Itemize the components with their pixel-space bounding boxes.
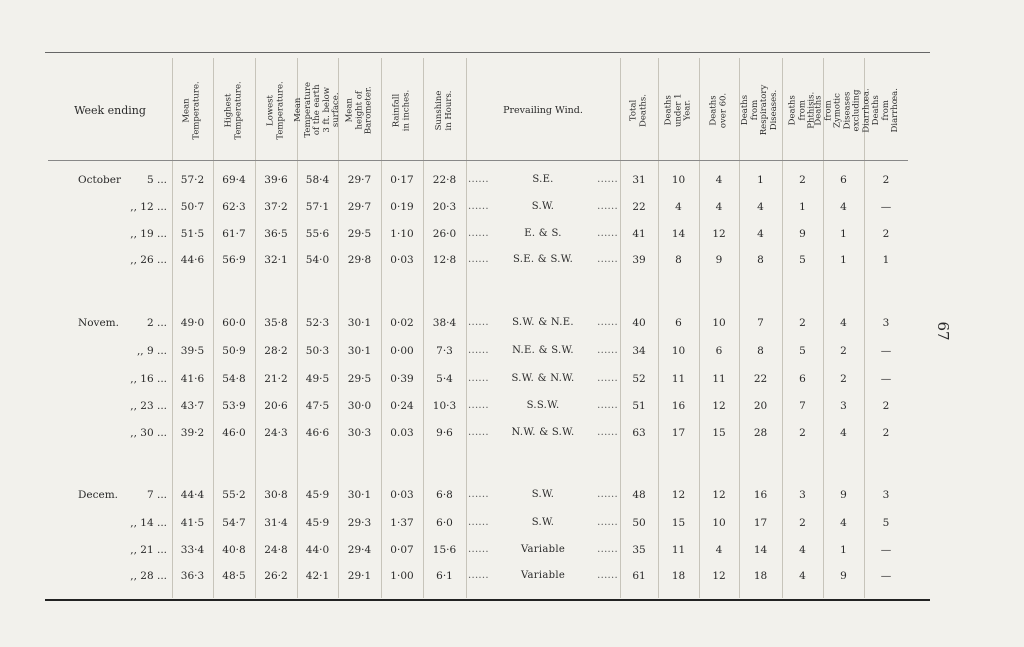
cell-low: 37·2 [264,201,288,213]
wind-text: S.W. & N.E. [512,317,574,328]
day-label: ,, 12 ... [130,201,167,213]
leader-dots: ...... [468,427,489,438]
wind-text: N.W. & S.W. [511,427,575,438]
cell-baro: 29·4 [347,544,372,556]
cell-rain: 0·24 [390,400,414,412]
leader-dots: ...... [468,544,489,555]
cell-low: 35·8 [264,317,288,329]
cell-u1: 17 [671,427,686,439]
cell-zym: 1 [840,228,847,240]
wind-text: S.E. [532,174,554,185]
day-label: 5 ... [146,174,167,186]
cell-high: 54·8 [222,373,246,385]
cell-diar: 5 [882,517,890,529]
header-diarrhoea-deaths: Deaths from Diarrhœa. [864,60,908,161]
cell-o60: 4 [715,201,723,213]
table-row [0,400,1024,420]
leader-dots: ...... [597,317,618,328]
cell-diar: — [880,544,892,556]
cell-u1: 12 [671,489,686,501]
cell-rain: 0·07 [390,544,414,556]
day-label: ,, 30 ... [130,427,167,439]
table-row [0,517,1024,537]
wind-text: S.W. [531,201,555,212]
cell-low: 26·2 [264,570,288,582]
cell-resp: 8 [757,254,764,266]
cell-resp: 7 [757,317,764,329]
header-phthisis-deaths: Deaths from Phthisis. [782,60,823,161]
cell-baro: 30·0 [347,400,372,412]
leader-dots: ...... [597,544,618,555]
cell-earth: 58·4 [305,174,330,186]
wind-text: S.S.W. [526,400,560,411]
cell-diar: — [880,201,892,213]
cell-resp: 14 [753,544,768,556]
cell-earth: 45·9 [305,489,330,501]
cell-earth: 42·1 [305,570,330,582]
wind-text: S.E. & S.W. [512,254,574,265]
cell-total: 39 [632,254,646,266]
leader-dots: ...... [597,201,618,212]
cell-phth: 4 [799,570,806,582]
cell-u1: 16 [671,400,686,412]
cell-u1: 18 [671,570,686,582]
leader-dots: ...... [468,400,489,411]
cell-resp: 4 [757,201,764,213]
leader-dots: ...... [468,373,489,384]
table-row [0,201,1024,221]
cell-rain: 0·17 [390,174,414,186]
cell-zym: 6 [840,174,847,186]
table-row [0,228,1024,248]
cell-rain: 0·00 [390,345,414,357]
table-row [0,317,1024,337]
table-row [0,544,1024,564]
header-deaths-over-60: Deaths over 60. [699,60,739,161]
leader-dots: ...... [597,517,618,528]
cell-o60: 6 [715,345,723,357]
cell-phth: 5 [799,345,806,357]
cell-mean: 39·2 [180,427,205,439]
cell-phth: 3 [799,489,806,501]
cell-total: 48 [632,489,646,501]
cell-o60: 12 [712,489,726,501]
cell-u1: 11 [671,544,686,556]
table-row [0,254,1024,274]
cell-o60: 12 [712,570,726,582]
cell-diar: — [880,373,892,385]
month-label: Novem. [78,317,119,329]
cell-baro: 29·8 [347,254,372,266]
cell-o60: 15 [712,427,726,439]
leader-dots: ...... [597,174,618,185]
cell-mean: 57·2 [180,174,205,186]
cell-earth: 47·5 [305,400,330,412]
cell-phth: 2 [799,174,806,186]
cell-o60: 10 [712,317,726,329]
cell-resp: 8 [757,345,764,357]
table-row [0,570,1024,590]
cell-rain: 1·37 [390,517,414,529]
cell-diar: 1 [882,254,890,266]
leader-dots: ...... [468,174,489,185]
cell-total: 50 [632,517,646,529]
cell-baro: 29·5 [347,228,372,240]
cell-high: 56·9 [222,254,246,266]
cell-low: 31·4 [264,517,288,529]
header-rainfall: Rainfall in inches. [381,60,423,161]
cell-low: 20·6 [264,400,288,412]
cell-phth: 1 [799,201,806,213]
leader-dots: ...... [597,254,618,265]
cell-earth: 45·9 [305,517,330,529]
cell-low: 24·3 [264,427,288,439]
month-label: October [78,174,121,186]
cell-o60: 10 [712,517,726,529]
cell-diar: 2 [882,174,890,186]
header-earth-temperature: Mean Temperature of the earth 3 ft. below surface. [297,60,338,161]
cell-baro: 29·7 [347,174,372,186]
cell-u1: 14 [671,228,686,240]
header-mean-temperature: Mean Temperature. [172,60,213,161]
cell-high: 54·7 [222,517,246,529]
cell-rain: 0·02 [390,317,414,329]
cell-earth: 46·6 [305,427,330,439]
cell-earth: 55·6 [305,228,330,240]
cell-o60: 12 [712,228,726,240]
leader-dots: ...... [468,201,489,212]
cell-diar: 2 [882,228,890,240]
cell-u1: 10 [671,174,686,186]
cell-sun: 15·6 [432,544,457,556]
wind-text: Variable [520,570,566,581]
bottom-rule [45,599,930,601]
cell-diar: 3 [882,489,890,501]
cell-high: 40·8 [222,544,246,556]
cell-sun: 12·8 [432,254,457,266]
cell-high: 46·0 [222,427,246,439]
cell-mean: 41·5 [180,517,205,529]
header-respiratory-deaths: Deaths from Respiratory Diseases. [739,60,782,161]
cell-u1: 11 [671,373,686,385]
cell-rain: 1·00 [390,570,414,582]
cell-o60: 4 [715,544,723,556]
cell-rain: 0·19 [390,201,414,213]
cell-u1: 10 [671,345,686,357]
header-total-deaths: Total Deaths. [620,60,658,161]
cell-mean: 33·4 [180,544,205,556]
cell-total: 61 [632,570,646,582]
table-row [0,427,1024,447]
cell-resp: 18 [753,570,768,582]
day-label: ,, 9 ... [136,345,167,357]
wind-text: N.E. & S.W. [512,345,574,356]
cell-total: 63 [632,427,646,439]
cell-phth: 2 [799,427,806,439]
cell-earth: 50·3 [305,345,330,357]
cell-zym: 4 [840,317,847,329]
table-row [0,489,1024,509]
cell-diar: — [880,570,892,582]
cell-sun: 6·0 [436,517,453,529]
cell-diar: 2 [882,427,890,439]
day-label: ,, 23 ... [130,400,167,412]
cell-mean: 44·4 [180,489,205,501]
day-label: ,, 19 ... [130,228,167,240]
cell-zym: 9 [840,570,847,582]
cell-resp: 22 [753,373,768,385]
leader-dots: ...... [597,489,618,500]
cell-rain: 1·10 [390,228,414,240]
cell-sun: 20·3 [432,201,457,213]
cell-sun: 22·8 [432,174,457,186]
cell-resp: 4 [757,228,764,240]
leader-dots: ...... [468,517,489,528]
cell-earth: 52·3 [305,317,330,329]
cell-rain: 0·39 [390,373,414,385]
cell-phth: 9 [799,228,806,240]
cell-low: 28·2 [264,345,288,357]
wind-text: Variable [520,544,566,555]
day-label: ,, 16 ... [130,373,167,385]
cell-u1: 15 [671,517,686,529]
cell-high: 60·0 [222,317,246,329]
day-label: 7 ... [146,489,167,501]
cell-baro: 29·5 [347,373,372,385]
cell-zym: 1 [840,544,847,556]
cell-low: 24·8 [264,544,288,556]
cell-u1: 4 [675,201,682,213]
cell-high: 55·2 [222,489,246,501]
cell-o60: 12 [712,400,726,412]
day-label: ,, 14 ... [130,517,167,529]
wind-text: E. & S. [524,228,562,239]
header-lowest-temperature: Lowest Temperature. [255,60,297,161]
header-deaths-under-1: Deaths under 1 Year. [658,60,699,161]
cell-zym: 4 [840,427,847,439]
cell-phth: 2 [799,517,806,529]
header-week-ending: Week ending [48,60,172,161]
cell-o60: 11 [712,373,726,385]
cell-earth: 57·1 [305,201,330,213]
cell-rain: 0·03 [390,254,414,266]
cell-resp: 1 [757,174,764,186]
cell-rain: 0·03 [390,489,414,501]
leader-dots: ...... [468,228,489,239]
table-row [0,373,1024,393]
cell-mean: 51·5 [180,228,205,240]
cell-sun: 7·3 [436,345,453,357]
cell-high: 48·5 [222,570,246,582]
leader-dots: ...... [468,570,489,581]
month-label: Decem. [78,489,119,501]
cell-high: 69·4 [222,174,246,186]
cell-mean: 44·6 [180,254,205,266]
cell-total: 34 [632,345,646,357]
cell-o60: 9 [715,254,723,266]
cell-baro: 29·1 [347,570,372,582]
cell-baro: 30·1 [347,489,372,501]
cell-zym: 3 [840,400,847,412]
cell-baro: 30·3 [347,427,372,439]
cell-sun: 5·4 [436,373,453,385]
cell-mean: 50·7 [180,201,205,213]
cell-u1: 8 [675,254,682,266]
cell-earth: 54·0 [305,254,330,266]
cell-low: 30·8 [264,489,288,501]
cell-zym: 1 [840,254,847,266]
leader-dots: ...... [597,373,618,384]
day-label: 2 ... [146,317,167,329]
cell-low: 21·2 [264,373,288,385]
cell-total: 31 [632,174,646,186]
cell-mean: 49·0 [180,317,205,329]
header-barometer: Mean height of Barometer. [338,60,381,161]
cell-mean: 41·6 [180,373,205,385]
cell-high: 53·9 [222,400,246,412]
cell-sun: 6·1 [436,570,453,582]
table-row [0,345,1024,365]
cell-total: 52 [632,373,646,385]
cell-zym: 9 [840,489,847,501]
cell-total: 41 [632,228,646,240]
header-highest-temperature: Highest Temperature. [213,60,255,161]
leader-dots: ...... [597,228,618,239]
cell-rain: 0.03 [390,427,414,439]
cell-zym: 2 [840,345,847,357]
leader-dots: ...... [597,427,618,438]
cell-baro: 30·1 [347,317,372,329]
wind-text: S.W. [531,517,555,528]
day-label: ,, 28 ... [130,570,167,582]
page-number: 67 [934,321,952,341]
wind-text: S.W. & N.W. [511,373,575,384]
cell-o60: 4 [715,174,723,186]
cell-resp: 28 [753,427,768,439]
leader-dots: ...... [597,400,618,411]
cell-sun: 9·6 [436,427,453,439]
cell-phth: 6 [799,373,806,385]
cell-earth: 44·0 [305,544,330,556]
cell-zym: 4 [840,517,847,529]
cell-low: 32·1 [264,254,288,266]
cell-high: 50·9 [222,345,246,357]
cell-sun: 38·4 [432,317,457,329]
cell-zym: 4 [840,201,847,213]
cell-diar: 2 [882,400,890,412]
cell-mean: 43·7 [180,400,205,412]
cell-baro: 29·7 [347,201,372,213]
leader-dots: ...... [468,317,489,328]
cell-mean: 39·5 [180,345,205,357]
cell-u1: 6 [675,317,682,329]
cell-high: 61·7 [222,228,246,240]
cell-zym: 2 [840,373,847,385]
cell-baro: 29·3 [347,517,372,529]
cell-total: 35 [632,544,646,556]
cell-low: 36·5 [264,228,288,240]
wind-text: S.W. [531,489,555,500]
cell-resp: 20 [753,400,768,412]
header-zymotic-deaths: Deaths from Zymotic Diseases excluding Diarrhœa. [823,60,864,161]
cell-resp: 16 [753,489,768,501]
cell-sun: 10·3 [432,400,457,412]
cell-total: 51 [632,400,646,412]
cell-phth: 5 [799,254,806,266]
cell-mean: 36·3 [180,570,205,582]
cell-high: 62·3 [222,201,246,213]
header-prevailing-wind: Prevailing Wind. [466,60,620,161]
cell-total: 22 [632,201,646,213]
leader-dots: ...... [597,345,618,356]
cell-earth: 49·5 [305,373,330,385]
cell-phth: 4 [799,544,806,556]
top-rule [45,52,930,53]
leader-dots: ...... [468,254,489,265]
header-sunshine: Sunshine in Hours. [423,60,466,161]
cell-sun: 26·0 [432,228,457,240]
day-label: ,, 26 ... [130,254,167,266]
cell-phth: 7 [799,400,806,412]
table-row [0,174,1024,194]
cell-resp: 17 [753,517,768,529]
cell-diar: — [880,345,892,357]
cell-low: 39·6 [264,174,288,186]
cell-total: 40 [632,317,646,329]
cell-phth: 2 [799,317,806,329]
leader-dots: ...... [597,570,618,581]
leader-dots: ...... [468,345,489,356]
cell-baro: 30·1 [347,345,372,357]
cell-diar: 3 [882,317,890,329]
leader-dots: ...... [468,489,489,500]
cell-sun: 6·8 [436,489,453,501]
day-label: ,, 21 ... [130,544,167,556]
